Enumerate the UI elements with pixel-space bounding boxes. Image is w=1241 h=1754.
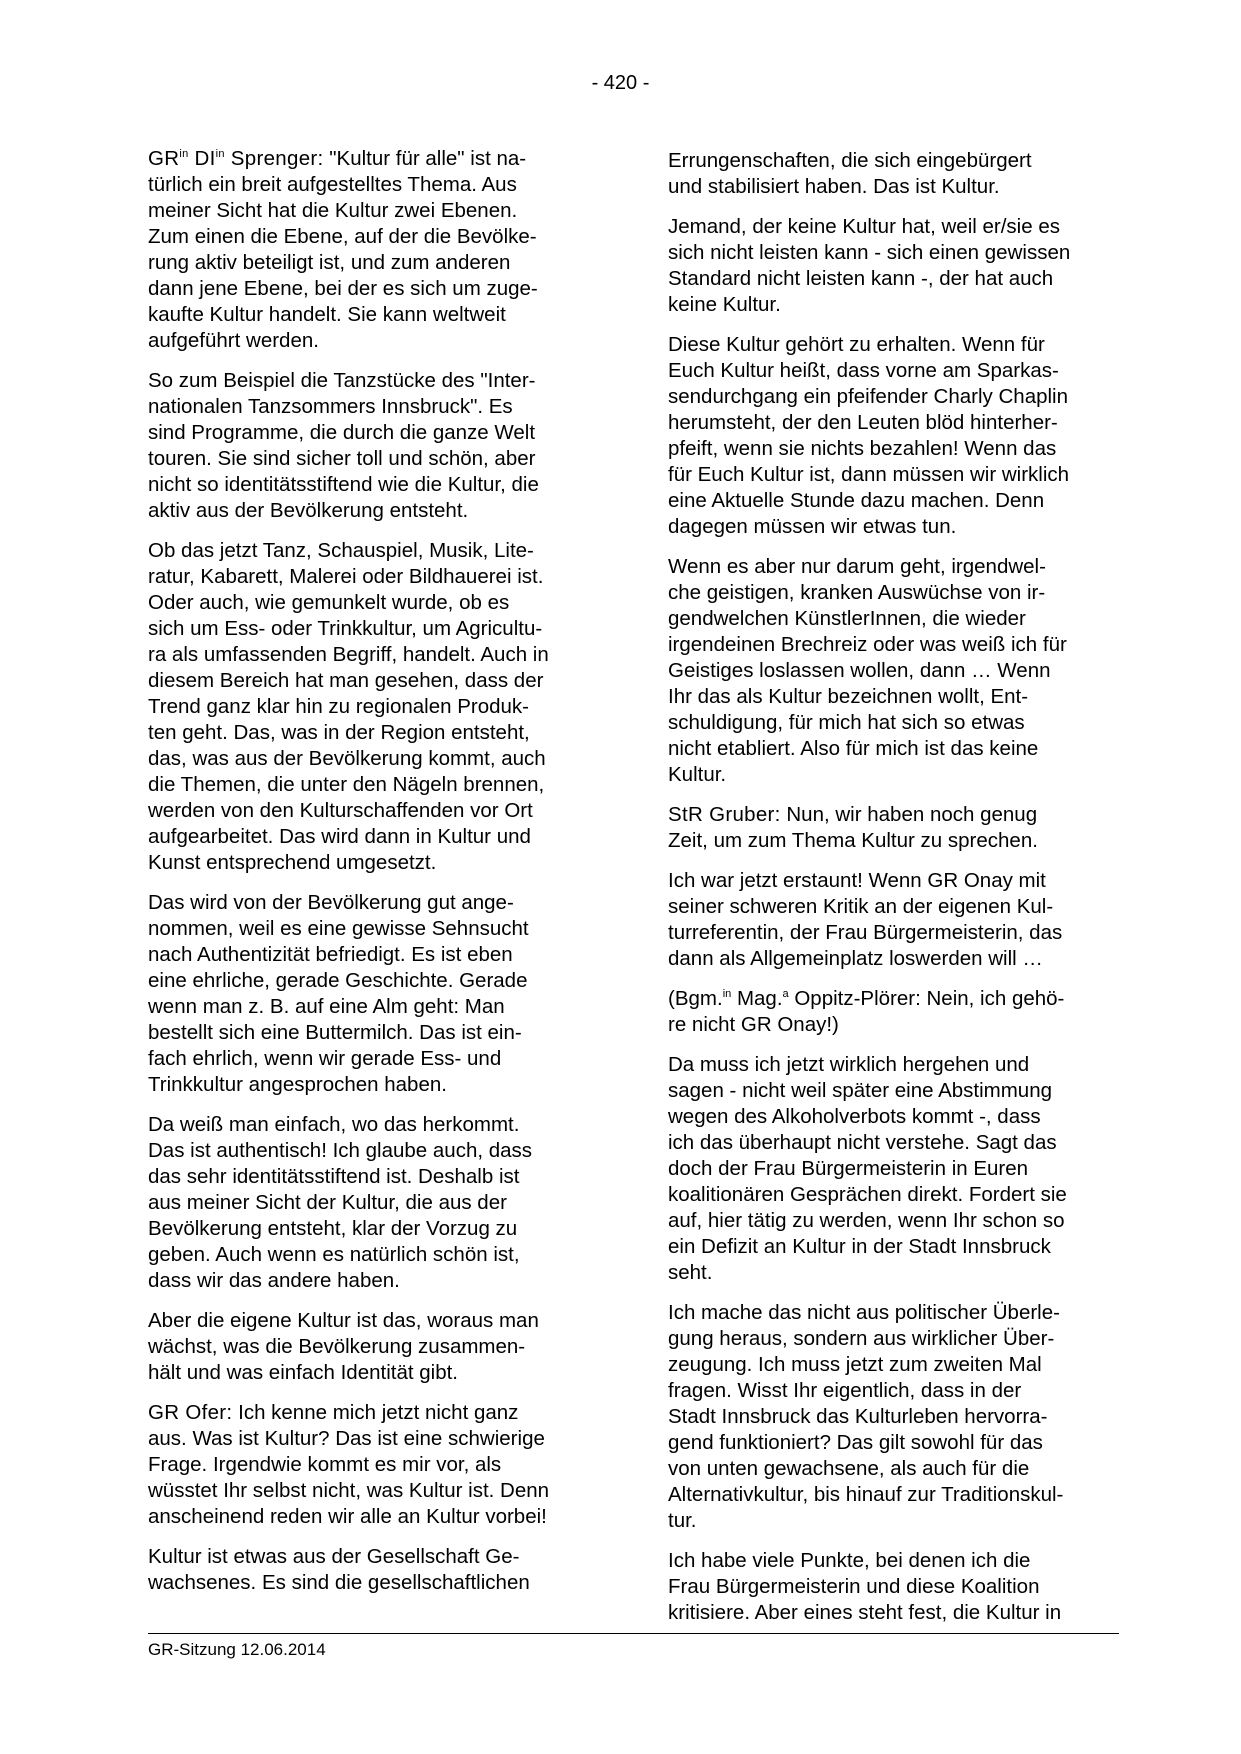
text-line: pfeift, wenn sie nichts bezahlen! Wenn das	[668, 437, 1057, 460]
text-line	[668, 986, 1120, 1012]
text-line: schuldigung, für mich hat sich so etwas	[668, 711, 1025, 734]
text-line: aus. Was ist Kultur? Das ist eine schwierige	[148, 1427, 545, 1450]
text-line: Trinkkultur angesprochen haben.	[148, 1073, 447, 1096]
text-line: und stabilisiert haben. Das ist Kultur.	[668, 175, 1000, 198]
text-line: wenn man z. B. auf eine Alm geht: Man	[148, 995, 505, 1018]
text-line: doch der Frau Bürgermeisterin in Euren	[668, 1157, 1029, 1180]
paragraph	[668, 1300, 1120, 1534]
paragraph	[668, 986, 1120, 1038]
text-line: keine Kultur.	[668, 293, 781, 316]
text-line: Standard nicht leisten kann -, der hat auch	[668, 267, 1054, 290]
text-line: Trend ganz klar hin zu regionalen Produk-	[148, 695, 529, 718]
paragraph	[148, 538, 600, 876]
text-line: sendurchgang ein pfeifender Charly Chaplin	[668, 385, 1069, 408]
text-line: Wenn es aber nur darum geht, irgendwel-	[668, 555, 1046, 578]
text-line: dass wir das andere haben.	[148, 1269, 400, 1292]
text-line: dagegen müssen wir etwas tun.	[668, 515, 957, 538]
text-line: das sehr identitätsstiftend ist. Deshalb ist	[148, 1165, 520, 1188]
text-line: Geistiges loslassen wollen, dann … Wenn	[668, 659, 1051, 682]
text-line: für Euch Kultur ist, dann müssen wir wirklich	[668, 463, 1070, 486]
left-column	[148, 146, 600, 1610]
text-line: Das ist authentisch! Ich glaube auch, dass	[148, 1139, 533, 1162]
paragraph	[148, 890, 600, 1098]
text-line: nicht etabliert. Also für mich ist das keine	[668, 737, 1039, 760]
speaker-name	[148, 1401, 232, 1424]
text-line: Ob das jetzt Tanz, Schauspiel, Musik, Lite-	[148, 539, 534, 562]
text-line: nationalen Tanzsommers Innsbruck". Es	[148, 395, 513, 418]
paragraph	[668, 554, 1120, 788]
text-line: aufgeführt werden.	[148, 329, 319, 352]
speaker-superscript: in	[215, 148, 225, 160]
text-line: sind Programme, die durch die ganze Welt	[148, 421, 536, 444]
text-line: zeugung. Ich muss jetzt zum zweiten Mal	[668, 1353, 1042, 1376]
text-line: seiner schweren Kritik an der eigenen Kul-	[668, 895, 1054, 918]
text-line: sich nicht leisten kann - sich einen gewissen	[668, 241, 1071, 264]
interjection-text: Mag.	[731, 987, 783, 1010]
paragraph	[668, 802, 1120, 854]
text-line: Ihr das als Kultur bezeichnen wollt, Ent-	[668, 685, 1029, 708]
text-line: das, was aus der Bevölkerung kommt, auch	[148, 747, 546, 770]
paragraph	[668, 148, 1120, 200]
text-line: nommen, weil es eine gewisse Sehnsucht	[148, 917, 529, 940]
text-line: dann als Allgemeinplatz loswerden will …	[668, 947, 1043, 970]
text-line: Ich mache das nicht aus politischer Überle-	[668, 1301, 1060, 1324]
text-line: auf, hier tätig zu werden, wenn Ihr schon so	[668, 1209, 1065, 1232]
interjection-superscript: in	[722, 988, 732, 1000]
right-column	[668, 148, 1120, 1640]
text-line: die Themen, die unter den Nägeln brennen,	[148, 773, 545, 796]
text-line: Da muss ich jetzt wirklich hergehen und	[668, 1053, 1030, 1076]
text-line: Stadt Innsbruck das Kulturleben hervorra-	[668, 1405, 1048, 1428]
paragraph	[148, 146, 600, 354]
paragraph	[148, 368, 600, 524]
text-line: ra als umfassenden Begriff, handelt. Auch in	[148, 643, 549, 666]
text-line: Ich war jetzt erstaunt! Wenn GR Onay mit	[668, 869, 1046, 892]
speaker-superscript: in	[179, 148, 189, 160]
text-line: Kultur ist etwas aus der Gesellschaft Ge-	[148, 1545, 520, 1568]
text-line: ratur, Kabarett, Malerei oder Bildhauerei ist.	[148, 565, 544, 588]
text-line: Aber die eigene Kultur ist das, woraus man	[148, 1309, 539, 1332]
text-line: Zeit, um zum Thema Kultur zu sprechen.	[668, 829, 1038, 852]
text-line: kritisiere. Aber eines steht fest, die Kultur in	[668, 1601, 1062, 1624]
text-line: Da weiß man einfach, wo das herkommt.	[148, 1113, 520, 1136]
interjection-text: (Bgm.	[668, 987, 723, 1010]
text-line: ten geht. Das, was in der Region entsteht,	[148, 721, 530, 744]
text-line: gung heraus, sondern aus wirklicher Über-	[668, 1327, 1055, 1350]
text-line: aus meiner Sicht der Kultur, die aus der	[148, 1191, 507, 1214]
text-line: dann jene Ebene, bei der es sich um zuge-	[148, 277, 538, 300]
text-line-segment: Ich kenne mich jetzt nicht ganz	[232, 1401, 519, 1424]
text-line: diesem Bereich hat man gesehen, dass der	[148, 669, 544, 692]
footer-divider	[148, 1633, 1119, 1634]
text-line: kaufte Kultur handelt. Sie kann weltweit	[148, 303, 506, 326]
text-line: sich um Ess- oder Trinkkultur, um Agricultu-	[148, 617, 543, 640]
text-line: So zum Beispiel die Tanzstücke des "Inter-	[148, 369, 536, 392]
text-line: eine Aktuelle Stunde dazu machen. Denn	[668, 489, 1045, 512]
text-line: geben. Auch wenn es natürlich schön ist,	[148, 1243, 520, 1266]
text-line: ein Defizit an Kultur in der Stadt Innsbruck	[668, 1235, 1051, 1258]
text-line: fach ehrlich, wenn wir gerade Ess- und	[148, 1047, 502, 1070]
text-line: Ich habe viele Punkte, bei denen ich die	[668, 1549, 1031, 1572]
text-line: gend funktioniert? Das gilt sowohl für das	[668, 1431, 1043, 1454]
speaker-title: GR Ofer:	[148, 1401, 233, 1424]
text-line: nicht so identitätsstiftend wie die Kultur, die	[148, 473, 539, 496]
text-line: tur.	[668, 1509, 697, 1532]
text-line: türlich ein breit aufgestelltes Thema. Aus	[148, 173, 517, 196]
text-line: werden von den Kulturschaffenden vor Ort	[148, 799, 533, 822]
text-line: aktiv aus der Bevölkerung entsteht.	[148, 499, 469, 522]
text-line: Euch Kultur heißt, dass vorne am Sparkas-	[668, 359, 1059, 382]
paragraph	[668, 1052, 1120, 1286]
text-line: Frau Bürgermeisterin und diese Koalition	[668, 1575, 1040, 1598]
text-line: Bevölkerung entsteht, klar der Vorzug zu	[148, 1217, 518, 1240]
speaker-title: GR	[148, 147, 180, 170]
text-line: aufgearbeitet. Das wird dann in Kultur und	[148, 825, 531, 848]
text-line: rung aktiv beteiligt ist, und zum anderen	[148, 251, 511, 274]
paragraph	[668, 1548, 1120, 1626]
speaker-title: DI	[188, 147, 216, 170]
text-line: sagen - nicht weil später eine Abstimmung	[668, 1079, 1053, 1102]
text-line: seht.	[668, 1261, 713, 1284]
text-line: wachsenes. Es sind die gesellschaftlichen	[148, 1571, 530, 1594]
text-line: Alternativkultur, bis hinauf zur Traditionskul-	[668, 1483, 1064, 1506]
page-number: - 420 -	[591, 72, 650, 94]
footer-session: GR-Sitzung 12.06.2014	[148, 1640, 326, 1659]
text-line: Jemand, der keine Kultur hat, weil er/sie es	[668, 215, 1060, 238]
paragraph	[668, 214, 1120, 318]
text-line: eine ehrliche, gerade Geschichte. Gerade	[148, 969, 528, 992]
text-line: Kultur.	[668, 763, 727, 786]
text-line: meiner Sicht hat die Kultur zwei Ebenen.	[148, 199, 518, 222]
text-line: irgendeinen Brechreiz oder was weiß ich für	[668, 633, 1067, 656]
text-line: touren. Sie sind sicher toll und schön, aber	[148, 447, 536, 470]
text-line: wüsstet Ihr selbst nicht, was Kultur ist. Denn	[148, 1479, 550, 1502]
speaker-name	[148, 147, 324, 170]
text-line: Diese Kultur gehört zu erhalten. Wenn für	[668, 333, 1045, 356]
text-line: turreferentin, der Frau Bürgermeisterin, das	[668, 921, 1063, 944]
text-line: Oder auch, wie gemunkelt wurde, ob es	[148, 591, 510, 614]
paragraph	[148, 1308, 600, 1386]
text-line: Das wird von der Bevölkerung gut ange-	[148, 891, 514, 914]
text-line: che geistigen, kranken Auswüchse von ir-	[668, 581, 1046, 604]
speaker-title: StR Gruber:	[668, 803, 781, 826]
paragraph	[148, 1112, 600, 1294]
text-line: wegen des Alkoholverbots kommt -, dass	[668, 1105, 1041, 1128]
text-line: gendwelchen KünstlerInnen, die wieder	[668, 607, 1026, 630]
text-line: herumsteht, der den Leuten blöd hinterher-	[668, 411, 1058, 434]
text-line: koalitionären Gesprächen direkt. Fordert sie	[668, 1183, 1067, 1206]
text-line: Frage. Irgendwie kommt es mir vor, als	[148, 1453, 502, 1476]
text-line: hält und was einfach Identität gibt.	[148, 1361, 458, 1384]
text-line: von unten gewachsene, als auch für die	[668, 1457, 1030, 1480]
text-line: anscheinend reden wir alle an Kultur vorbei!	[148, 1505, 547, 1528]
text-line: re nicht GR Onay!)	[668, 1013, 839, 1036]
text-line: fragen. Wisst Ihr eigentlich, dass in der	[668, 1379, 1022, 1402]
text-line-segment: Nun, wir haben noch genug	[780, 803, 1038, 826]
paragraph	[148, 1400, 600, 1530]
speaker-name	[668, 803, 781, 826]
paragraph	[148, 1544, 600, 1596]
speaker-surname: Sprenger:	[224, 147, 324, 170]
text-line: ich das überhaupt nicht verstehe. Sagt das	[668, 1131, 1057, 1154]
text-line: Zum einen die Ebene, auf der die Bevölke-	[148, 225, 537, 248]
text-line-segment: "Kultur für alle" ist na-	[323, 147, 527, 170]
text-line: bestellt sich eine Buttermilch. Das ist ein-	[148, 1021, 522, 1044]
interjection-superscript: a	[782, 988, 789, 1000]
text-line: Errungenschaften, die sich eingebürgert	[668, 149, 1032, 172]
text-line: wächst, was die Bevölkerung zusammen-	[148, 1335, 526, 1358]
text-line: nach Authentizität befriedigt. Es ist eben	[148, 943, 513, 966]
paragraph	[668, 332, 1120, 540]
text-line: Kunst entsprechend umgesetzt.	[148, 851, 437, 874]
paragraph	[668, 868, 1120, 972]
interjection-text: Oppitz-Plörer: Nein, ich gehö-	[788, 987, 1065, 1010]
